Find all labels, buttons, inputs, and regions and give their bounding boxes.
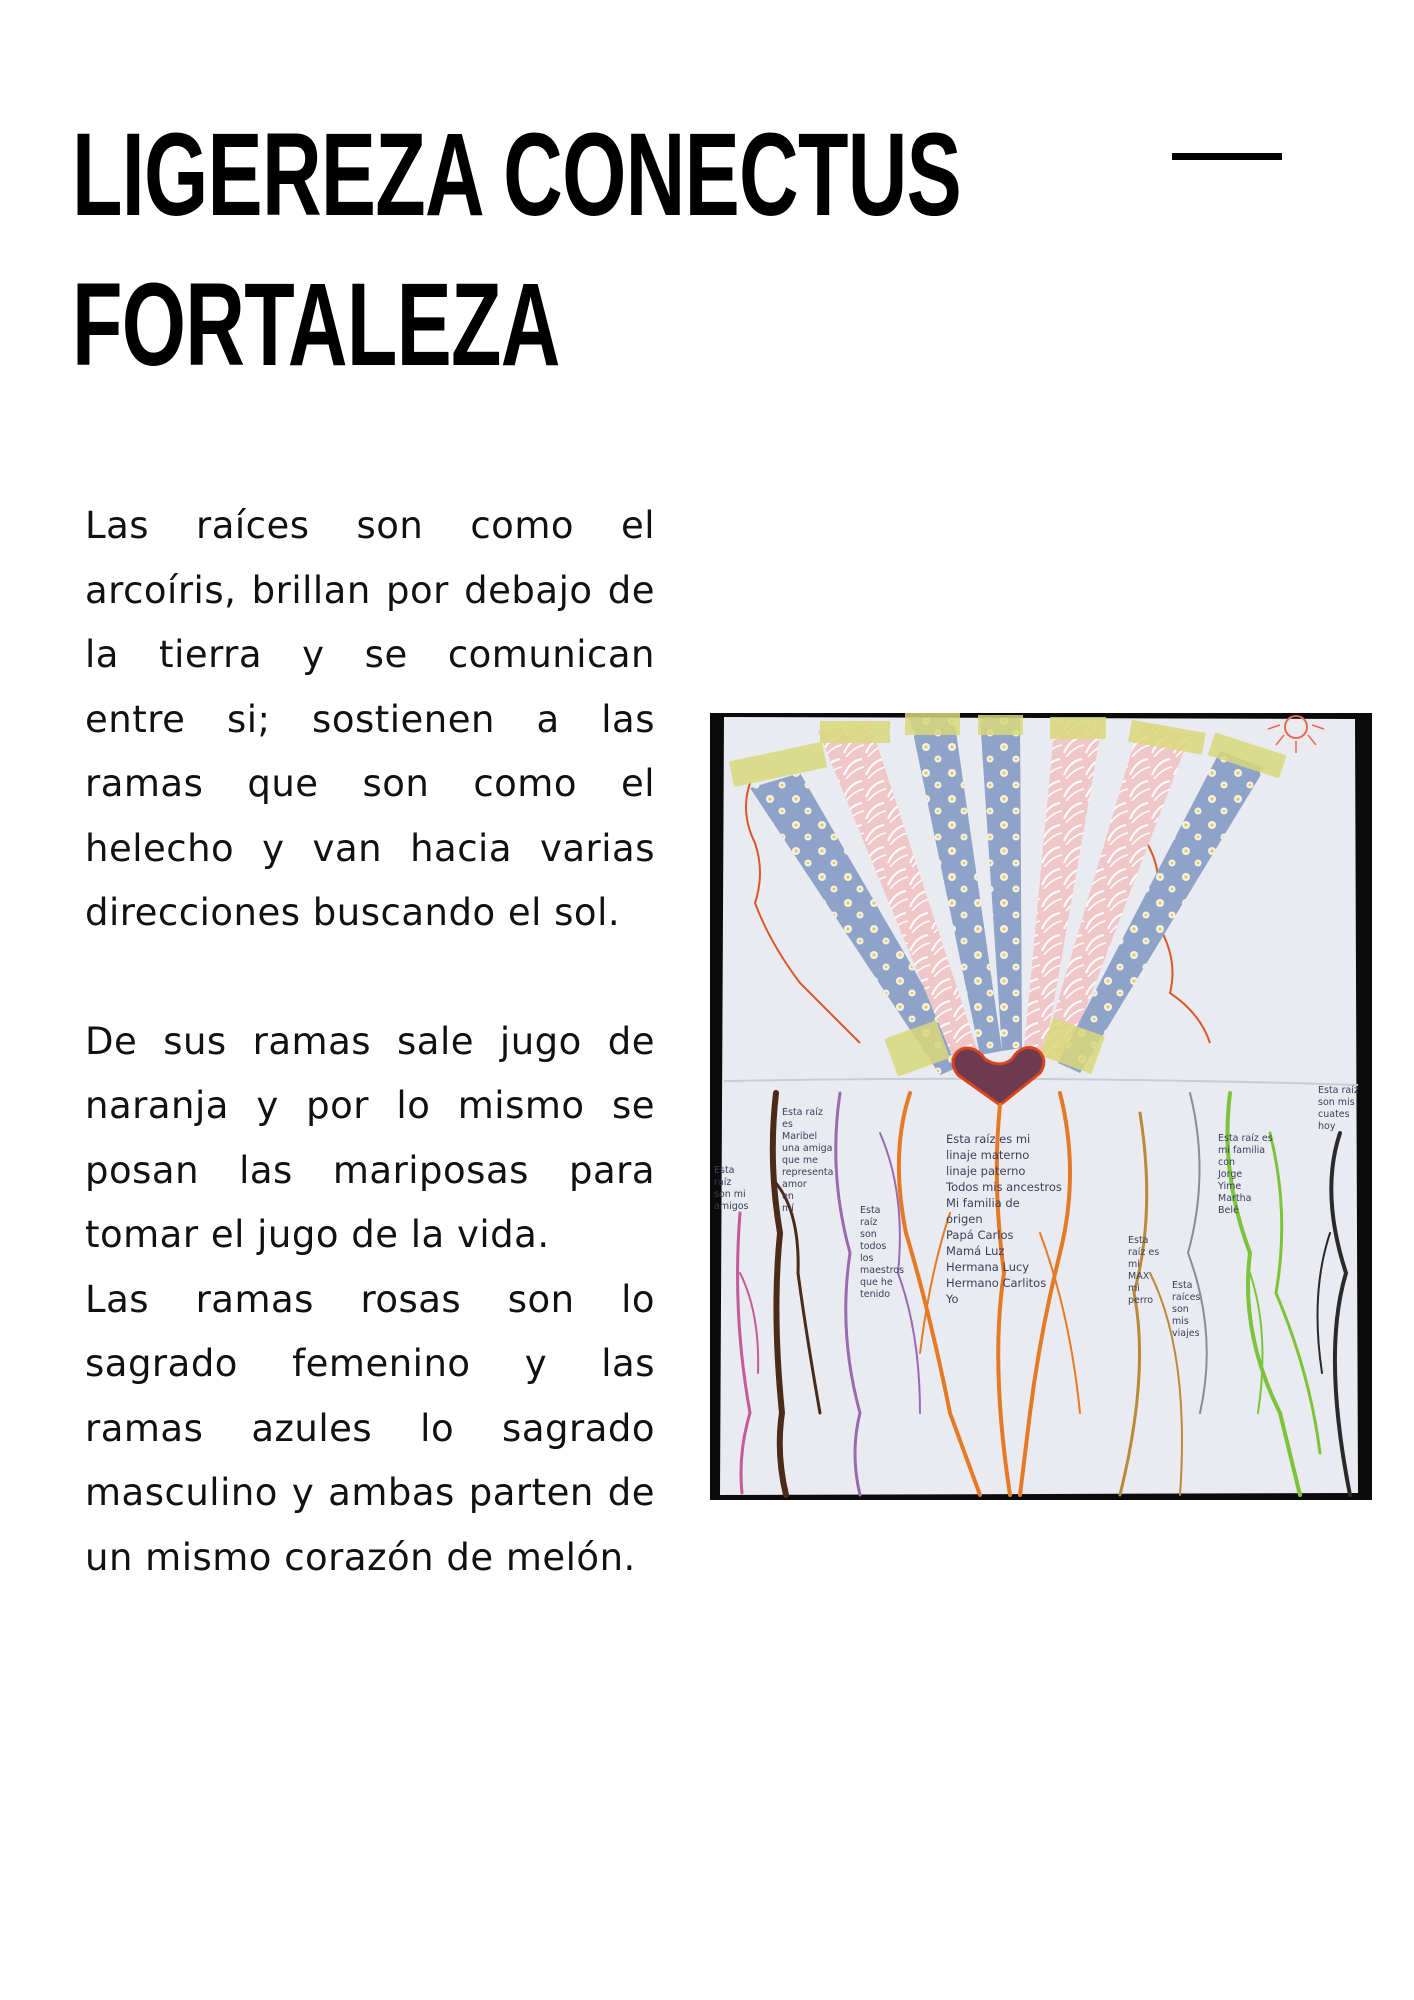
note-line: Yo (946, 1292, 959, 1306)
note-line: mí (782, 1203, 794, 1214)
note-line: son (1172, 1304, 1189, 1315)
note-line: son mi (714, 1189, 746, 1200)
note-line: perro (1128, 1295, 1154, 1306)
note-line: origen (946, 1212, 983, 1226)
note-line: raíz es (1128, 1247, 1160, 1258)
note-line: que he (860, 1277, 893, 1288)
note-line: los (860, 1253, 874, 1264)
note-line: raíces (1172, 1292, 1201, 1303)
note-line: mi (1128, 1283, 1140, 1294)
note-line: es (782, 1119, 793, 1130)
note-line: Esta (1172, 1280, 1193, 1291)
note-line: Esta raíz (782, 1107, 823, 1118)
note-line: Martha (1218, 1193, 1252, 1204)
note-line: Mamá Luz (946, 1244, 1005, 1258)
title-line-1: LIGEREZA CONECTUS (72, 109, 962, 241)
artwork-drawing (710, 713, 1372, 1500)
note-line: mi familia (1218, 1145, 1266, 1156)
note-line: Hermana Lucy (946, 1260, 1030, 1274)
note-line: Hermano Carlitos (946, 1276, 1047, 1290)
note-line: Maribel (782, 1131, 818, 1142)
note-line: Esta raíz es mi (946, 1132, 1031, 1146)
paragraph-branches: De sus ramas sale jugo de naranja y por lo mismo se posan las mariposas para tomar el jugo de la vida. (85, 1019, 655, 1256)
note-line: con (1218, 1157, 1236, 1168)
note-line: una amiga (782, 1143, 833, 1154)
title-dash-decoration (1172, 153, 1282, 160)
note-line: Mi familia de (946, 1196, 1020, 1210)
note-line: hoy (1318, 1121, 1336, 1132)
note-line: linaje materno (946, 1148, 1030, 1162)
note-line: Yime (1218, 1181, 1242, 1192)
note-line: Esta raíz es (1218, 1133, 1273, 1144)
artwork-photo (710, 713, 1372, 1500)
note-line: representa (782, 1167, 834, 1178)
note-line: mis (1172, 1316, 1189, 1327)
note-line: raíz (860, 1217, 878, 1228)
note-line: Esta (1128, 1235, 1149, 1246)
note-line: Papá Carlos (946, 1228, 1014, 1242)
note-line: MAX (1128, 1271, 1150, 1282)
paragraph-roots: Las raíces son como el arcoíris, brillan por debajo de la tierra y se comunican entre si; sostienen a las ramas que son como el helecho y van hacia varias direcciones buscando el sol. (85, 504, 655, 934)
note-line: amigos (714, 1201, 749, 1212)
body-text (85, 494, 655, 1590)
note-line: Jorge (1218, 1169, 1243, 1180)
paragraph-sacred: Las ramas rosas son lo sagrado femenino y las ramas azules lo sagrado masculino y ambas parten de un mismo corazón de melón. (85, 1277, 655, 1579)
note-line: son (860, 1229, 877, 1240)
title-line-2: FORTALEZA (72, 259, 560, 391)
note-line: cuates (1318, 1109, 1350, 1120)
note-line: Esta (714, 1165, 735, 1176)
note-line: todos (860, 1241, 887, 1252)
note-line: Esta (860, 1205, 881, 1216)
page-title (72, 100, 962, 400)
note-line: raíz (714, 1177, 732, 1188)
note-line: que me (782, 1155, 819, 1166)
note-line: amor (782, 1179, 807, 1190)
note-line: viajes (1172, 1328, 1200, 1339)
note-line: Belé (1218, 1205, 1239, 1216)
note-line: en (782, 1191, 794, 1202)
note-line: tenido (860, 1289, 891, 1300)
note-line: Esta raíz (1318, 1085, 1359, 1096)
note-line: linaje paterno (946, 1164, 1026, 1178)
note-line: mi (1128, 1259, 1140, 1270)
note-line: Todos mis ancestros (946, 1180, 1062, 1194)
note-line: maestros (860, 1265, 905, 1276)
note-line: son mis (1318, 1097, 1355, 1108)
